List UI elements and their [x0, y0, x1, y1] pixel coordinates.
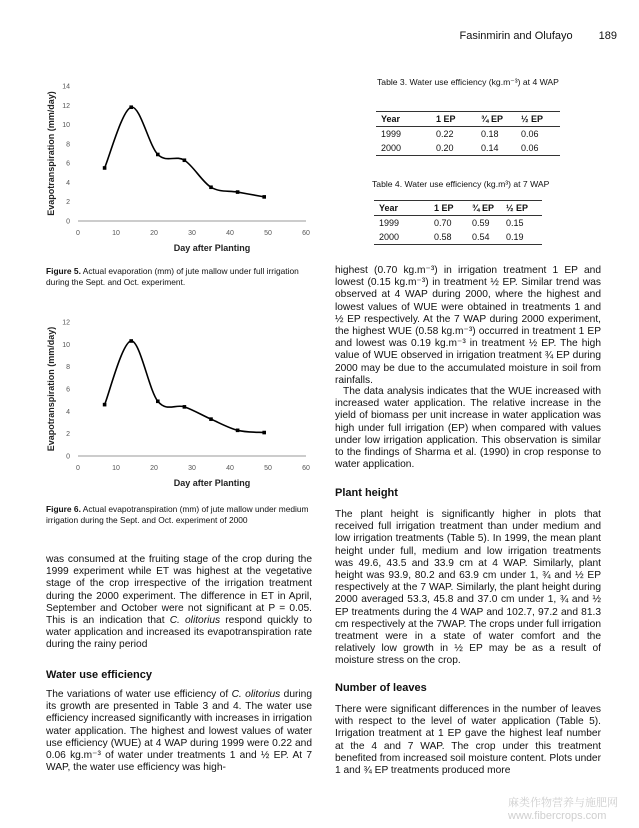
table-cell: 0.70 — [434, 218, 452, 228]
data-point — [209, 185, 213, 189]
figure-5-label: Figure 5. — [46, 266, 81, 276]
page-number: 189 — [598, 30, 617, 42]
figure-6-label: Figure 6. — [46, 504, 81, 514]
y-tick-label: 10 — [62, 122, 70, 130]
y-tick-label: 4 — [66, 179, 70, 187]
data-point — [262, 195, 266, 199]
watermark-line-2: www.fibercrops.com — [508, 810, 607, 822]
table-3-header-row — [376, 112, 560, 127]
table-cell: 1999 — [381, 129, 402, 139]
table-cell: 0.58 — [434, 232, 452, 242]
table-4-col: 1 EP — [434, 203, 454, 213]
table-cell: 2000 — [379, 232, 400, 242]
data-point — [129, 105, 133, 109]
right-paragraph-3: The plant height is significantly higher in plots that received full irrigation treatment than under medium and low irrigation treatments (Table 5). In 1999, the mean plant height under full, medium and low irrigation treatments was 49.6, 43.5 and 33.9 cm at 4 WAP. Similarly, plant height was 93.9, 80.2 and 63.9 cm under 1, ¾ and ½ EP respectively at the 7 WAP. Similarly, the plant height during 2000 averaged 53.3, 45.8 and 37.0 cm under 1, ¾ and ½ EP treatments during the 4 WAP and 102.7, 97.2 and 81.3 cm respectively at the 7WAP. The crops under full irrigation treatment were in a state of water comfort and the relatively low growth in ½ EP may be as a result of moisture stress on the crop. — [335, 509, 601, 667]
table-4-col: ½ EP — [506, 203, 529, 213]
data-point — [183, 405, 187, 409]
y-tick-label: 6 — [66, 160, 70, 168]
data-point — [103, 166, 107, 170]
table-cell: 0.15 — [506, 218, 524, 228]
figure-5-caption — [46, 266, 321, 288]
table-cell: 0.06 — [521, 143, 539, 153]
x-tick-label: 60 — [302, 230, 310, 237]
watermark — [508, 797, 618, 823]
table-4-header-row — [374, 201, 542, 216]
table-3-caption: Table 3. Water use efficiency (kg.m⁻³) at 4 WAP — [377, 77, 559, 87]
x-tick-label: 10 — [112, 230, 120, 237]
table-4-caption: Table 4. Water use efficiency (kg.m³) at 7 WAP — [372, 179, 550, 189]
data-point — [183, 158, 187, 162]
y-tick-label: 0 — [66, 218, 70, 226]
x-axis-label: Day after Planting — [173, 478, 251, 488]
data-point — [209, 417, 213, 421]
right-paragraph-2: The data analysis indicates that the WUE increased with increased water application. The relative increase in the yield of biomass per unit increase in water application was high under full irrigation (EP) when compared with values under low irrigation application. This observation is similar to the findings of Sharma et al. (1990) in crop response to water application. — [335, 386, 601, 471]
y-tick-label: 2 — [66, 431, 70, 439]
x-tick-label: 60 — [302, 465, 310, 472]
y-axis-label: Evapotranspiration (mm/day) — [46, 91, 56, 216]
x-tick-label: 40 — [226, 230, 234, 237]
x-tick-label: 30 — [188, 465, 196, 472]
right-paragraph-4: There were significant differences in the number of leaves with respect to the level of water application (Table 5). Irrigation treatment at 1 EP gave the highest leaf number at the 4 and 7 WAP. The crop under this treatment benefited from increased soil moisture content. Plots under 1 and ¾ EP treatments produced more — [335, 704, 601, 777]
heading-number-of-leaves: Number of leaves — [335, 682, 427, 694]
table-row — [374, 230, 542, 245]
figure-6-chart — [44, 314, 324, 498]
table-row — [376, 141, 560, 156]
y-tick-label: 12 — [62, 102, 70, 110]
heading-water-use-efficiency: Water use efficiency — [46, 669, 152, 681]
x-tick-label: 20 — [150, 465, 158, 472]
data-point — [156, 153, 160, 157]
x-axis-label: Day after Planting — [173, 243, 251, 253]
table-row — [374, 216, 542, 231]
table-row — [376, 127, 560, 142]
figure-5-text: Actual evaporation (mm) of jute mallow under full irrigation during the Sept. and Oct. experiment. — [46, 266, 299, 287]
y-tick-label: 14 — [62, 83, 70, 91]
header-authors: Fasinmirin and Olufayo — [459, 30, 573, 42]
data-point — [103, 403, 107, 407]
y-axis-label: Evapotranspiration (mm/day) — [46, 326, 56, 452]
table-4 — [374, 200, 542, 245]
x-tick-label: 40 — [226, 465, 234, 472]
series-line — [105, 341, 265, 433]
table-3-col: 1 EP — [436, 114, 456, 124]
table-4-col: Year — [379, 203, 399, 213]
x-tick-label: 10 — [112, 465, 120, 472]
data-point — [236, 429, 240, 433]
figure-5-chart — [44, 78, 324, 256]
y-tick-label: 8 — [66, 364, 70, 372]
x-tick-label: 30 — [188, 230, 196, 237]
table-cell: 0.20 — [436, 143, 454, 153]
table-cell: 0.06 — [521, 129, 539, 139]
table-cell: 0.14 — [481, 143, 499, 153]
series-line — [105, 107, 265, 197]
data-point — [156, 399, 160, 403]
y-tick-label: 8 — [66, 141, 70, 149]
right-paragraph-1: highest (0.70 kg.m⁻³) in irrigation treatment 1 EP and lowest (0.15 kg.m⁻³) in treatment ½ EP. Similar trend was observed at 4 WAP during 2000, where the highest and lowest values of WUE were obtained in treatments 1 and ½ EP respectively. At the 7 WAP during 2000 experiment, the highest WUE (0.58 kg.m⁻³) occurred in treatment 1 EP and lowest was 0.19 kg.m⁻³ in treatment ½ EP. The high value of WUE observed in irrigation treatment ¾ EP during 2000 may be due to the accumulated moisture in soil from rainfalls. — [335, 265, 601, 386]
x-tick-label: 0 — [76, 230, 80, 237]
y-tick-label: 12 — [62, 319, 70, 327]
watermark-line-1: 麻类作物营养与施肥网 — [508, 797, 618, 809]
table-4-col: ¾ EP — [472, 203, 495, 213]
running-header — [460, 30, 617, 42]
y-tick-label: 6 — [66, 386, 70, 394]
x-tick-label: 50 — [264, 230, 272, 237]
y-tick-label: 4 — [66, 408, 70, 416]
y-tick-label: 10 — [62, 341, 70, 349]
heading-plant-height: Plant height — [335, 487, 398, 499]
table-3-col: Year — [381, 114, 401, 124]
figure-6-svg — [44, 314, 324, 498]
table-cell: 2000 — [381, 143, 402, 153]
x-tick-label: 20 — [150, 230, 158, 237]
data-point — [236, 190, 240, 194]
y-tick-label: 2 — [66, 199, 70, 207]
table-cell: 0.22 — [436, 129, 454, 139]
table-cell: 0.18 — [481, 129, 499, 139]
table-cell: 0.19 — [506, 232, 524, 242]
x-tick-label: 0 — [76, 465, 80, 472]
table-cell: 1999 — [379, 218, 400, 228]
left-paragraph-1: was consumed at the fruiting stage of the crop during the 1999 experiment while ET was highest at the vegetative stage of the crop irrespective of the irrigation treatment during the 2000 experiment. The difference in ET in April, September and October were not significant at P = 0.05. This is an indication that C. olitorius respond quickly to water application and increased its evapotranspiration rate during the rainy period — [46, 554, 312, 651]
figure-5-svg — [44, 78, 324, 256]
table-3 — [376, 111, 560, 156]
figure-6-caption — [46, 504, 321, 526]
table-cell: 0.59 — [472, 218, 490, 228]
table-3-col: ½ EP — [521, 114, 544, 124]
data-point — [129, 339, 133, 343]
table-cell: 0.54 — [472, 232, 490, 242]
data-point — [262, 431, 266, 435]
x-tick-label: 50 — [264, 465, 272, 472]
table-3-col: ¾ EP — [481, 114, 504, 124]
figure-6-text: Actual evapotranspiration (mm) of jute mallow under medium irrigation during the Sept. and Oct. experiment of 2000 — [46, 504, 309, 525]
left-paragraph-2: The variations of water use efficiency of C. olitorius during its growth are presented in Table 3 and 4. The water use efficiency increased significantly with increases in irrigation water application. The highest and lowest values of water use efficiency (WUE) at 4 WAP during 1999 were 0.22 and 0.06 kg.m⁻³ of water under treatments 1 and ½ EP. At 7 WAP, the water use efficiency was high- — [46, 689, 313, 774]
y-tick-label: 0 — [66, 453, 70, 461]
